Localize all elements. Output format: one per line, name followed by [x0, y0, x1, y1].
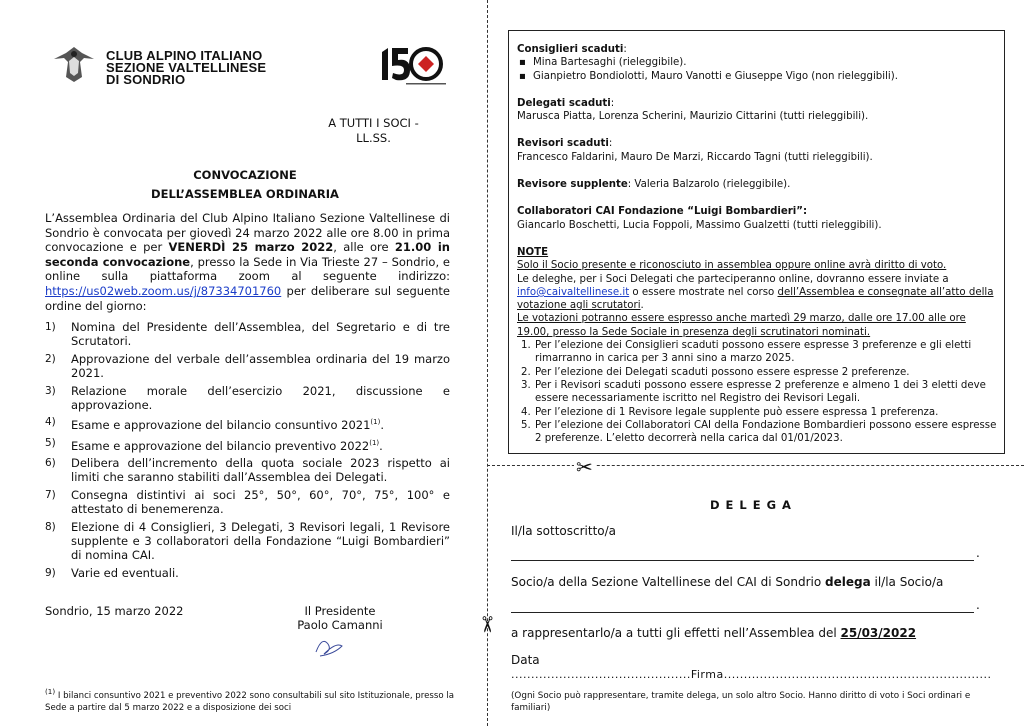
rappresentarlo-sentence [511, 626, 916, 640]
recipient-line-1: A TUTTI I SOCI - [328, 116, 419, 130]
agenda-item-text: Approvazione del verbale dell’assemblea ordinaria del 19 marzo 2021. [71, 351, 450, 381]
agenda-list [45, 320, 450, 583]
list-item [517, 379, 999, 406]
delegate-name-field[interactable] [511, 612, 974, 613]
list-item [517, 339, 999, 366]
agenda-item-text: Elezione di 4 Consiglieri, 3 Delegati, 3 Revisori legali, 1 Revisore supplente e 3 collaboratori della Fondazione “Luigi Bombardieri” di nomina CAI. [71, 519, 450, 563]
consigliere-2: Gianpietro Bondiolotti, Mauro Vanotti e Giuseppe Vigo (non rieleggibili). [533, 70, 898, 82]
recipient-line-2: LL.SS. [356, 131, 391, 145]
intro-time-bold: 21.00 in seconda convocazione [45, 240, 450, 269]
agenda-item [45, 566, 450, 580]
agenda-item-tail: . [379, 438, 383, 453]
delega-title: DELEGA [710, 498, 797, 512]
delega-note: (Ogni Socio può rappresentare, tramite delega, un solo altro Socio. Hanno diritto di voto i Soci ordinari e familiari) [511, 691, 971, 713]
consiglieri-section: Consiglieri scaduti: ▪ Mina Bartesaghi (rieleggibile). ▪ Gianpietro Bondiolotti, Mauro Vanotti e Giuseppe Vigo (non rieleggibili). [517, 43, 999, 83]
note-2d: . [640, 300, 644, 312]
data-label: Data [511, 653, 540, 667]
list-item [517, 366, 999, 379]
rule-number: 3. [521, 379, 531, 391]
agenda-item [45, 456, 450, 485]
agenda-item [45, 436, 450, 453]
document-title [120, 166, 370, 204]
supplente-heading: Revisore supplente [517, 179, 628, 191]
agenda-item-text: Esame e approvazione del bilancio preventivo 2022 [71, 438, 370, 453]
agenda-footnote-marker: (1) [370, 418, 381, 427]
rule-text: Per l’elezione dei Delegati scaduti possono essere espresse 2 preferenze. [535, 366, 910, 378]
place-date: Sondrio, 15 marzo 2022 [45, 604, 184, 618]
president-block [290, 604, 390, 632]
delega-text-a: Socio/a della Sezione Valtellinese del CAI di Sondrio [511, 575, 826, 589]
rule-number: 5. [521, 419, 531, 431]
cai-eagle-logo-icon [52, 45, 96, 83]
assembly-date: 25/03/2022 [840, 626, 917, 640]
intro-text-1: L’Assemblea Ordinaria del Club Alpino Italiano Sezione Valtellinese di Sondrio è convocata per giovedì 24 marzo 2022 alle ore 8.00 in prima convocazione e per [45, 211, 450, 255]
org-line-1: CLUB ALPINO ITALIANO [106, 48, 263, 63]
email-link[interactable]: info@caivaltellinese.it [517, 286, 630, 298]
list-item [517, 419, 999, 446]
delegati-text: Marusca Piatta, Lorenza Scherini, Maurizio Cittarini (tutti rieleggibili). [517, 111, 869, 123]
supplente-text: : Valeria Balzarolo (rieleggibile). [627, 179, 791, 191]
intro-text-4: per deliberare sul seguente ordine del giorno: [45, 283, 450, 313]
president-name: Paolo Camanni [297, 618, 383, 632]
consiglieri-list [517, 56, 999, 83]
agenda-item-tail: . [380, 418, 384, 433]
delega-text-b: il/la Socio/a [870, 575, 944, 589]
delegate-period: . [976, 598, 980, 612]
rule-number: 1. [521, 340, 531, 352]
horizontal-cut-line [487, 465, 1024, 466]
agenda-item-text: Delibera dell’incremento della quota sociale 2023 rispetto ai limiti che saranno stabiliti dall’Assemblea dei Delegati. [71, 455, 450, 485]
agenda-item [45, 488, 450, 517]
agenda-item-text: Varie ed eventuali. [71, 565, 179, 580]
intro-paragraph [45, 211, 450, 313]
president-signature [312, 632, 346, 662]
consiglieri-heading: Consiglieri scaduti [517, 44, 624, 55]
intro-date-bold: VENERDÌ 25 marzo 2022 [168, 240, 334, 255]
recipient [306, 116, 441, 146]
organization-name [106, 50, 266, 86]
revisori-text: Francesco Faldarini, Mauro De Marzi, Riccardo Tagni (tutti rieleggibili). [517, 151, 873, 163]
intro-text-2: , alle ore [333, 240, 395, 255]
scissors-icon: ✂ [473, 615, 499, 634]
zoom-link[interactable]: https://us02web.zoom.us/j/87334701760 [45, 283, 282, 298]
collaboratori-text: Giancarlo Boschetti, Lucia Foppoli, Massimo Gualzetti (tutti rieleggibili). [517, 219, 882, 231]
collaboratori-heading: Collaboratori CAI Fondazione “Luigi Bombardieri”: [517, 206, 808, 218]
revisori-heading: Revisori scaduti [517, 138, 609, 150]
list-item: ▪ Gianpietro Bondiolotti, Mauro Vanotti e Giuseppe Vigo (non rieleggibili). [519, 70, 898, 82]
footnote-marker: (1) [45, 687, 56, 696]
supplente-section [517, 178, 999, 191]
footnote-text: I bilanci consuntivo 2021 e preventivo 2022 sono consultabili sul sito Istituzionale, presso la Sede a partire dal 5 marzo 2022 e a disposizione dei soci [45, 690, 454, 713]
rule-number: 4. [521, 406, 531, 418]
list-item: ▪ Mina Bartesaghi (rieleggibile). [519, 57, 687, 69]
agenda-item-text: Esame e approvazione del bilancio consuntivo 2021 [71, 418, 371, 433]
150-anniversary-logo-icon [378, 44, 448, 86]
agenda-item [45, 352, 450, 381]
agenda-item-number: 3) [45, 384, 56, 397]
consigliere-1: Mina Bartesaghi (rieleggibile). [533, 57, 687, 69]
intro-text-3: , presso la Sede in Via Trieste 27 – Sondrio, e online sulla piattaforma zoom al seguente indirizzo: [45, 254, 450, 284]
agenda-item-text: Nomina del Presidente dell’Assemblea, del Segretario e di tre Scrutatori. [71, 320, 450, 349]
scissors-icon: ✂ [576, 455, 593, 479]
agenda-item [45, 384, 450, 413]
list-item [517, 406, 999, 419]
note-2c: dell’Assemblea e consegnate all’atto della votazione agli scrutatori [517, 286, 994, 312]
title-line-2: DELL’ASSEMBLEA ORDINARIA [151, 187, 339, 201]
rule-text: Per l’elezione dei Consiglieri scaduti possono essere espresse 3 preferenze e gli eletti rimarranno in carica per 3 anni sino a marzo 2025. [535, 340, 972, 365]
sottoscritto-field[interactable] [511, 560, 974, 561]
agenda-item-number: 8) [45, 520, 56, 533]
agenda-item-number: 4) [45, 416, 56, 429]
agenda-item-number: 9) [45, 566, 56, 579]
delegati-section: Delegati scaduti: Marusca Piatta, Lorenza Scherini, Maurizio Cittarini (tutti rieleggibili). [517, 97, 869, 123]
delega-sentence [511, 575, 943, 589]
note-2b: o essere mostrate nel corso [629, 286, 778, 298]
agenda-footnote-marker: (1) [369, 438, 380, 447]
rule-text: Per i Revisori scaduti possono essere espresse 2 preferenze e almeno 1 dei 3 eletti deve essere necessariamente iscritto nel Registro dei Revisori Legali. [535, 379, 986, 405]
rule-number: 2. [521, 366, 531, 378]
agenda-item-number: 5) [45, 436, 56, 449]
sottoscritto-label: Il/la sottoscritto/a [511, 524, 617, 538]
org-line-3: DI SONDRIO [106, 72, 186, 87]
date-signature-line[interactable]: .............................................Firma................................................................... [511, 668, 992, 681]
president-role: Il Presidente [304, 604, 376, 618]
delega-bold: delega [825, 575, 871, 589]
rappresentarlo-text: a rappresentarlo/a a tutti gli effetti nell’Assemblea del [511, 626, 841, 640]
org-line-2: SEZIONE VALTELLINESE [106, 60, 267, 75]
revisori-section: Revisori scaduti: Francesco Faldarini, Mauro De Marzi, Riccardo Tagni (tutti rieleggibili). [517, 138, 873, 163]
footnote [45, 686, 455, 714]
note-3: Le votazioni potranno essere espresso anche martedì 29 marzo, dalle ore 17.00 alle ore 19.00, presso la Sede Sociale in presenza degli scrutinatori nominati. [517, 313, 966, 338]
delegati-heading: Delegati scaduti [517, 97, 611, 109]
agenda-item-number: 7) [45, 488, 56, 501]
note-1: Solo il Socio presente e riconosciuto in assemblea oppure online avrà diritto di voto. [517, 260, 947, 272]
agenda-item [45, 415, 450, 432]
voting-rules-list [517, 339, 999, 445]
title-line-1: CONVOCAZIONE [193, 168, 297, 182]
agenda-item-text: Consegna distintivi ai soci 25°, 50°, 60°, 70°, 75°, 100° e attestato di benemerenza. [71, 487, 450, 517]
agenda-item [45, 320, 450, 349]
candidates-box [508, 30, 1005, 454]
notes-heading: NOTE [517, 246, 549, 258]
agenda-item [45, 520, 450, 563]
agenda-item-number: 2) [45, 352, 56, 365]
agenda-item-text: Relazione morale dell’esercizio 2021, discussione e approvazione. [71, 383, 450, 413]
candidates-content [517, 43, 999, 445]
sottoscritto-period: . [976, 546, 980, 560]
note-2a: Le deleghe, per i Soci Delegati che parteciperanno online, dovranno essere inviate a [517, 273, 949, 285]
rule-text: Per l’elezione dei Collaboratori CAI della Fondazione Bombardieri possono essere espresse 2 preferenze. L’eletto decorrerà nella carica dal 01/01/2023. [535, 419, 997, 445]
agenda-item-number: 1) [45, 321, 56, 333]
rule-text: Per l’elezione di 1 Revisore legale supplente può essere espressa 1 preferenza. [535, 406, 939, 418]
notes-section [517, 246, 999, 445]
agenda-item-number: 6) [45, 456, 56, 469]
collaboratori-section [517, 205, 999, 232]
